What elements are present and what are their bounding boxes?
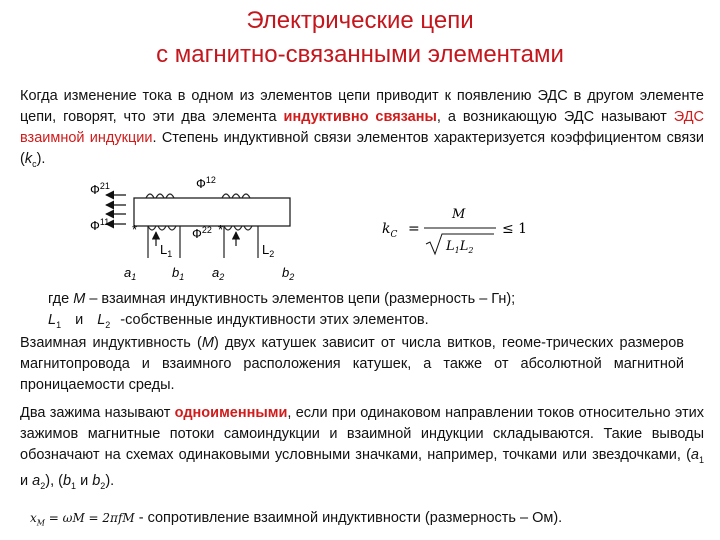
terminal-b1: $b_1$ (172, 265, 185, 282)
term-same-named: одноименными (174, 405, 288, 421)
star-marker-2: * (218, 222, 224, 237)
terminal-a2: $a_2$ (212, 265, 225, 282)
intro-text-1: Когда изменение тока в одном из элементов цепи приводит к появлению ЭДС в другом элементе цепи, говорят, что эти два элемента (20, 88, 704, 125)
intro-text-4: ). (36, 151, 46, 167)
intro-text-2: , а возникающую ЭДС называют (436, 109, 674, 125)
kc-subscript: c (32, 158, 37, 169)
term-inductively-coupled: индуктивно связаны (283, 109, 437, 125)
reactance-formula: $x_M = \omega M = 2\pi fM$ (30, 511, 135, 528)
svg-text:M: M (452, 207, 466, 222)
svg-text:≤ 1: ≤ 1 (502, 221, 528, 237)
legend-line-2: $L_1$ и $L_2$ -собственные индуктивности этих элементов. (48, 312, 429, 330)
svg-text:=: = (408, 221, 420, 237)
flux-22-label: $Ф^{22}$ (192, 225, 212, 241)
intro-paragraph (20, 86, 704, 175)
coupled-coils-diagram (86, 174, 316, 286)
term-mutual-emf: ЭДС взаимной индукции (20, 109, 704, 146)
flux-12-label: $Ф^{12}$ (196, 175, 216, 191)
terminal-b2: $b_2$ (282, 265, 295, 282)
page-title: Электрические цепи (246, 7, 474, 34)
svg-text:kC: $k_C$ (382, 221, 398, 240)
L1-label: $L_1$ (160, 242, 173, 259)
reactance-line (30, 508, 562, 533)
coupling-formula (378, 200, 538, 262)
flux-21-label: $Ф^{21}$ (90, 181, 110, 197)
kc-symbol: k (24, 151, 33, 167)
flux-11-label: $Ф^{11}$ (90, 217, 110, 233)
L2-label: $L_2$ (262, 242, 275, 259)
star-marker-1: * (132, 222, 138, 237)
page-subtitle: с магнитно-связанными элементами (156, 41, 564, 68)
terminal-a1: $a_1$ (124, 265, 137, 282)
terminals-paragraph: Два зажима называют одноименными, если при одинаковом направлении токов относительно этих зажимов магнитные потоки самоиндукции и взаимной индукции складываются. Такие выводы обозначают на схемах одинаковыми условными значками, например, точками или звездочками, ($a_1$ и $a_2$), ($b_1$ и $b_2$). (20, 405, 704, 491)
intro-text-3: . Степень индуктивной связи элементов характеризуется коэффициентом связи ( (20, 130, 704, 167)
magnetic-core (134, 198, 290, 226)
svg-text:L1L2: $L_1L_2$ (446, 239, 474, 255)
mutual-inductance-paragraph: Взаимная индуктивность (M) двух катушек зависит от числа витков, геоме-трических размеров магнитопровода и взаимного расположения катушек, а также от абсолютной магнитной проницаемости среды. (20, 335, 684, 393)
reactance-text: - сопротивление взаимной индуктивности (размерность – Ом). (134, 510, 563, 526)
legend-line-1: где M – взаимная индуктивность элементов цепи (размерность – Гн); (48, 291, 516, 307)
